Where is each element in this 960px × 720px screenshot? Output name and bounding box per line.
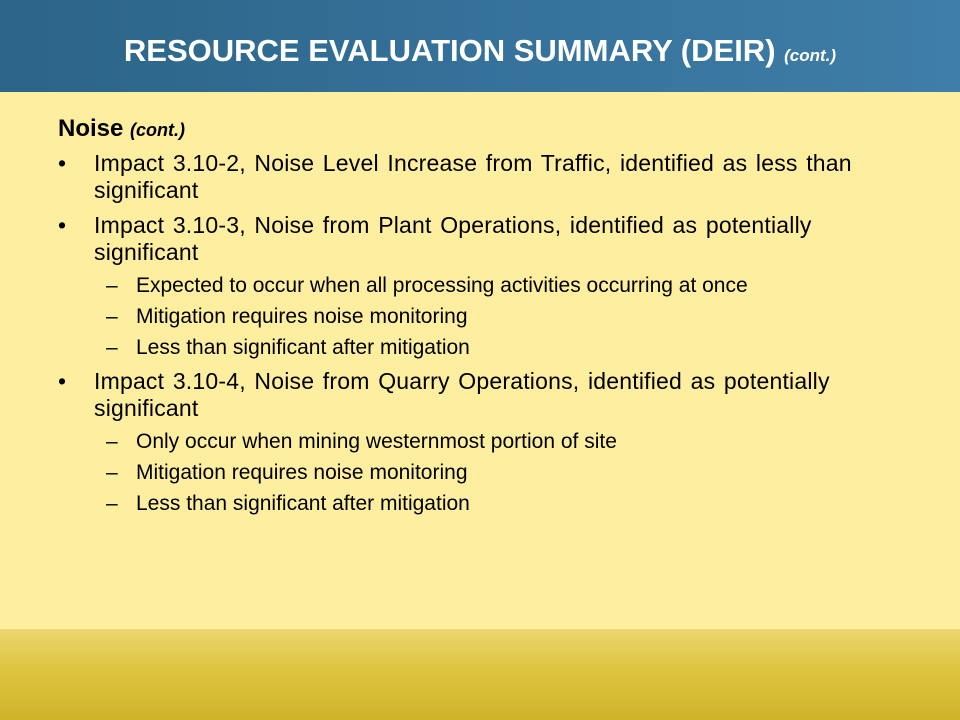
sub-list [58, 430, 908, 516]
header-bar [0, 0, 960, 92]
sub-item [58, 274, 908, 298]
bullet-text: Impact 3.10-2, Noise Level Increase from Traffic, identified as less than significant [94, 150, 852, 203]
bullet-text: Impact 3.10-4, Noise from Quarry Operations, identified as potentially significant [94, 368, 830, 421]
sub-item [58, 430, 908, 454]
slide-title [0, 30, 960, 77]
bullet-item [58, 150, 908, 204]
slide-title-text: RESOURCE EVALUATION SUMMARY (DEIR) [123, 33, 776, 68]
sub-item [58, 461, 908, 485]
bullet-marker: • [58, 368, 67, 394]
dash-marker: – [106, 336, 118, 359]
bullet-marker: • [58, 150, 67, 176]
dash-marker: – [106, 492, 118, 515]
sub-item-text: Mitigation requires noise monitoring [136, 305, 468, 328]
sub-item-text: Expected to occur when all processing activities occurring at once [136, 274, 748, 297]
bullet-text: Impact 3.10-3, Noise from Plant Operations, identified as potentially significant [94, 212, 812, 265]
section-heading-cont: (cont.) [130, 120, 186, 140]
footer-band [0, 629, 960, 720]
slide-title-cont: (cont.) [784, 46, 837, 65]
dash-marker: – [106, 461, 118, 484]
section-heading-text: Noise [58, 115, 124, 142]
sub-item-text: Less than significant after mitigation [136, 336, 470, 359]
bullet-marker: • [58, 212, 67, 238]
slide-content [58, 113, 908, 524]
dash-marker: – [106, 305, 118, 328]
sub-item [58, 492, 908, 516]
dash-marker: – [106, 430, 118, 453]
dash-marker: – [106, 274, 118, 297]
sub-list [58, 274, 908, 360]
bullet-item [58, 212, 908, 266]
sub-item-text: Only occur when mining westernmost portion of site [136, 430, 617, 453]
sub-item [58, 305, 908, 329]
sub-item [58, 336, 908, 360]
sub-item-text: Less than significant after mitigation [136, 492, 470, 515]
sub-item-text: Mitigation requires noise monitoring [136, 461, 468, 484]
section-heading [58, 113, 908, 146]
bullet-item [58, 368, 908, 422]
